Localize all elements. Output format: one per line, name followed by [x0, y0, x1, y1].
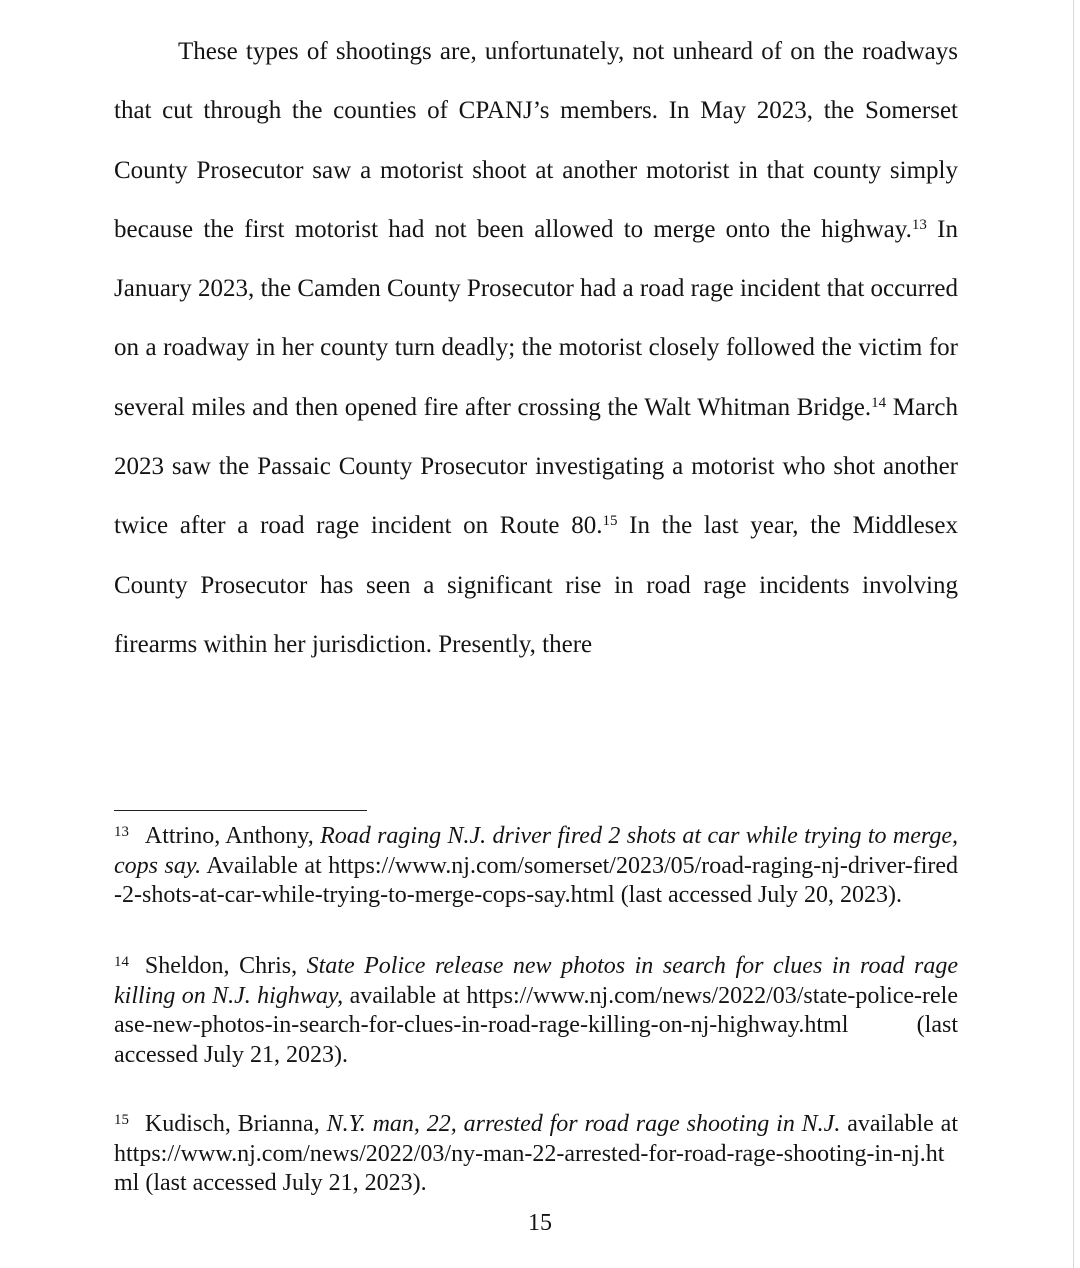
footnote-title: N.Y. man, 22, arrested for road rage shooting in N.J. [326, 1111, 841, 1137]
page-edge-line [1073, 0, 1074, 1268]
body-text-segment-3: March 2023 saw the Passaic County Prosecutor investigating a motorist who shot another twice after a road rage incident on Route 80. [114, 393, 959, 540]
footnote-ref-15: 15 [602, 513, 618, 530]
footnote-ref-14: 14 [871, 394, 887, 411]
body-text-segment-2: In January 2023, the Camden County Prosecutor had a road rage incident that occurred on a roadway in her county turn deadly; the motorist closely followed the victim for several miles and then opened fire after crossing the Walt Whitman Bridge. [114, 215, 958, 421]
footnote-url-link[interactable]: https://www.nj.com/somerset/2023/05/road-raging-nj-driver-fired-2-shots-at-car-while-trying-to-merge-cops-say.html [114, 852, 958, 909]
footnote-title: Road raging N.J. driver fired 2 shots at car while trying to merge, cops say. [114, 823, 958, 879]
footnote-author: Kudisch, Brianna, [144, 1111, 327, 1137]
footnote-title: State Police release new photos in search for clues in road rage killing on N.J. highway, [114, 953, 958, 1009]
footnote-accessed: (last accessed July 21, 2023). [114, 1012, 958, 1068]
footnote-url-link[interactable]: https://www.nj.com/news/2022/03/ny-man-22-arrested-for-road-rage-shooting-in-nj.html [114, 1140, 945, 1197]
footnote-available: available at [343, 982, 467, 1009]
footnote-15 [114, 1110, 958, 1199]
footnote-ref-13: 13 [911, 216, 927, 233]
body-paragraph [114, 22, 958, 674]
footnote-14 [114, 952, 958, 1070]
body-text-segment-4: In the last year, the Middlesex County Prosecutor has seen a significant rise in road rage incidents involving firearms within her jurisdiction. Presently, there [114, 512, 958, 658]
footnote-separator [114, 810, 367, 811]
body-text-segment-1: These types of shootings are, unfortunately, not unheard of on the roadways that cut through the counties of CPANJ’s members. In May 2023, the Somerset County Prosecutor saw a motorist shoot at another motorist in that county simply because the first motorist had not been allowed to merge onto the highway. [114, 38, 958, 243]
page-number: 15 [528, 1210, 552, 1236]
footnote-available: Available at [201, 852, 329, 879]
footnote-url-link[interactable]: https://www.nj.com/news/2022/03/state-police-release-new-photos-in-search-for-clues-in-road-rage-killing-on-nj-highway.html [114, 982, 958, 1039]
footnote-number: 14 [114, 954, 129, 971]
footnote-number: 15 [114, 1112, 129, 1129]
footnote-number: 13 [114, 824, 129, 841]
footnote-available: available at [840, 1111, 958, 1137]
footnote-accessed: (last accessed July 20, 2023). [614, 882, 902, 909]
footnote-author: Attrino, Anthony, [144, 823, 321, 849]
footnote-accessed: (last accessed July 21, 2023). [139, 1170, 427, 1197]
footnote-author: Sheldon, Chris, [144, 953, 307, 979]
footnote-13 [114, 822, 958, 911]
